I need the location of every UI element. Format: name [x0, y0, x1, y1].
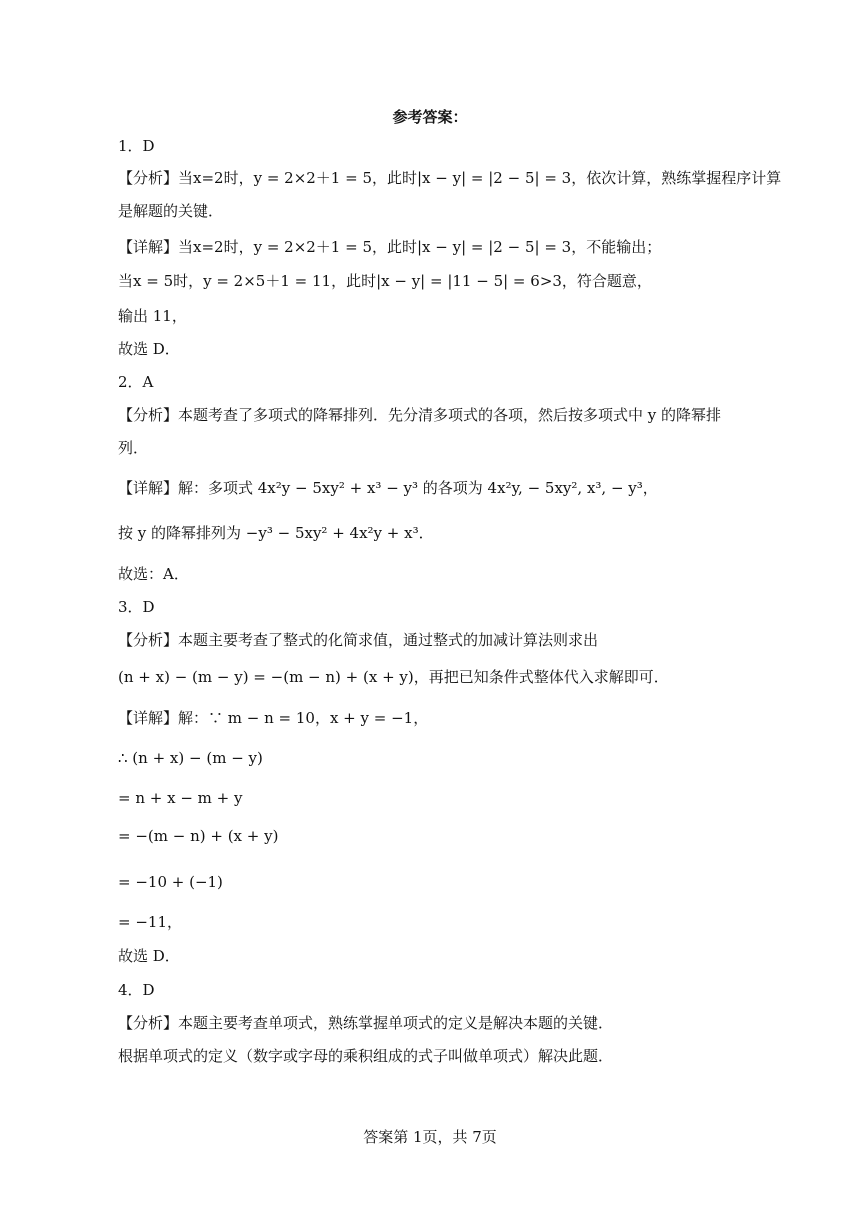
page-footer: 答案第 1页，共 7页 [363, 1128, 497, 1146]
answer-number-4: 4．D [118, 981, 155, 999]
answer-number-1: 1．D [118, 137, 155, 155]
conclusion-line: 故选 D． [118, 340, 180, 358]
detail-line: 输出 11， [118, 307, 187, 325]
detail-line: ∴ (n + x) − (m − y) [118, 749, 263, 767]
answer-number-2: 2．A [118, 373, 154, 391]
analysis-line: 【分析】本题考查了多项式的降幂排列．先分清多项式的各项，然后按多项式中 y 的降幂排 [118, 406, 722, 424]
analysis-line: 【分析】本题主要考查单项式，熟练掌握单项式的定义是解决本题的关键． [118, 1014, 614, 1032]
detail-line: 按 y 的降幂排列为 −y³ − 5xy² + 4x²y + x³． [118, 524, 434, 542]
detail-line: 【详解】解：∵ m − n = 10，x + y = −1， [118, 709, 429, 727]
conclusion-line: 故选 D． [118, 947, 180, 965]
detail-line: 【详解】解：多项式 4x²y − 5xy² + x³ − y³ 的各项为 4x²y, − 5xy², x³, − y³， [118, 479, 658, 497]
analysis-line: 是解题的关键． [118, 202, 224, 220]
detail-line: = n + x − m + y [118, 789, 243, 807]
analysis-line: 【分析】当x=2时，y = 2×2＋1 = 5，此时|x − y| = |2 − 5| = 3，依次计算，熟练掌握程序计算 [118, 169, 782, 187]
page-title: 参考答案： [392, 108, 468, 126]
analysis-line: (n + x) − (m − y) = −(m − n) + (x + y)，再把已知条件式整体代入求解即可． [118, 668, 669, 686]
analysis-line: 【分析】本题主要考查了整式的化简求值，通过整式的加减计算法则求出 [118, 631, 599, 649]
detail-line: 【详解】当x=2时，y = 2×2＋1 = 5，此时|x − y| = |2 − 5| = 3，不能输出； [118, 238, 662, 256]
analysis-line: 根据单项式的定义（数字或字母的乘积组成的式子叫做单项式）解决此题． [118, 1047, 614, 1065]
detail-line: = −11， [118, 913, 182, 931]
detail-line: = −(m − n) + (x + y) [118, 827, 279, 845]
conclusion-line: 故选：A． [118, 565, 189, 583]
analysis-line: 列． [118, 439, 149, 457]
detail-line: = −10 + (−1) [118, 873, 223, 891]
answer-number-3: 3．D [118, 598, 155, 616]
detail-line: 当x = 5时，y = 2×5＋1 = 11，此时|x − y| = |11 − 5| = 6>3，符合题意， [118, 272, 652, 290]
